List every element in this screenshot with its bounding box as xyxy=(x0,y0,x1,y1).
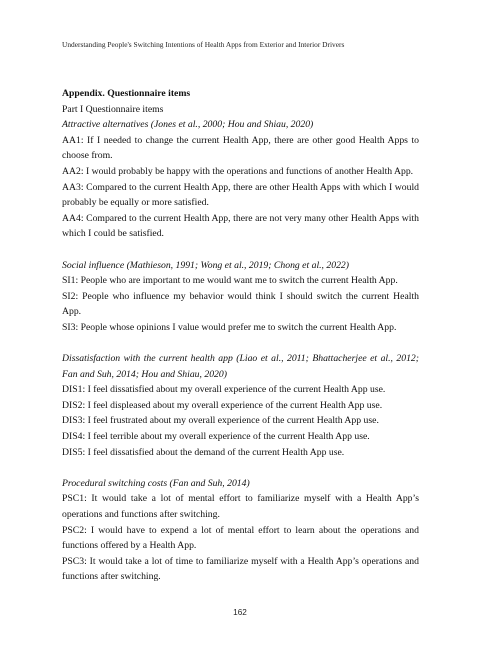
item-dis2: DIS2: I feel displeased about my overall experience of the current Health App use. xyxy=(62,399,383,411)
appendix-title: Appendix. Questionnaire items xyxy=(62,88,191,99)
item-aa2: AA2: I would probably be happy with the operations and functions of another Health App. xyxy=(62,165,414,177)
item-dis5: DIS5: I feel dissatisfied about the demand of the current Health App use. xyxy=(62,446,345,458)
item-aa4: AA4: Compared to the current Health App, there are not very many other Health Apps with which I could be satisfied. xyxy=(62,212,419,240)
item-si3: SI3: People whose opinions I value would prefer me to switch the current Health App. xyxy=(62,321,397,333)
item-aa1: AA1: If I needed to change the current Health App, there are other good Health Apps to choose from. xyxy=(62,134,419,162)
item-dis3: DIS3: I feel frustrated about my overall experience of the current Health App use. xyxy=(62,415,379,427)
page-number: 162 xyxy=(233,608,247,617)
page-content xyxy=(62,86,419,585)
item-aa3: AA3: Compared to the current Health App, there are other Health Apps with which I would probably be equally or more satisfied. xyxy=(62,181,419,209)
item-dis1: DIS1: I feel dissatisfied about my overall experience of the current Health App use. xyxy=(62,384,386,396)
part-heading: Part I Questionnaire items xyxy=(62,103,164,115)
item-psc2: PSC2: I would have to expend a lot of mental effort to learn about the operations and functions offered by a Health App. xyxy=(62,524,419,552)
section-title-procedural-switching-costs: Procedural switching costs (Fan and Suh, 2014) xyxy=(62,477,250,489)
item-si1: SI1: People who are important to me would want me to switch the current Health App. xyxy=(62,275,398,287)
section-gap xyxy=(62,336,419,352)
section-title-attractive-alternatives: Attractive alternatives (Jones et al., 2000; Hou and Shiau, 2020) xyxy=(62,119,314,131)
section-title-dissatisfaction: Dissatisfaction with the current health app (Liao et al., 2011; Bhattacherjee et al., 2012; Fan and Suh, 2014; Hou and Shiau, 2020) xyxy=(62,353,419,380)
item-psc1: PSC1: It would take a lot of mental effort to familiarize myself with a Health App’s operations and functions after switching. xyxy=(62,493,419,521)
section-gap xyxy=(62,460,419,476)
section-gap xyxy=(62,242,419,258)
item-dis4: DIS4: I feel terrible about my overall experience of the current Health App use. xyxy=(62,431,370,443)
item-psc3: PSC3: It would take a lot of time to familiarize myself with a Health App’s operations and functions after switching. xyxy=(62,555,419,583)
running-header: Understanding People's Switching Intentions of Health Apps from Exterior and Interior Drivers xyxy=(62,40,345,49)
item-si2: SI2: People who influence my behavior would think I should switch the current Health App. xyxy=(62,290,419,318)
section-title-social-influence: Social influence (Mathieson, 1991; Wong et al., 2019; Chong et al., 2022) xyxy=(62,259,349,271)
